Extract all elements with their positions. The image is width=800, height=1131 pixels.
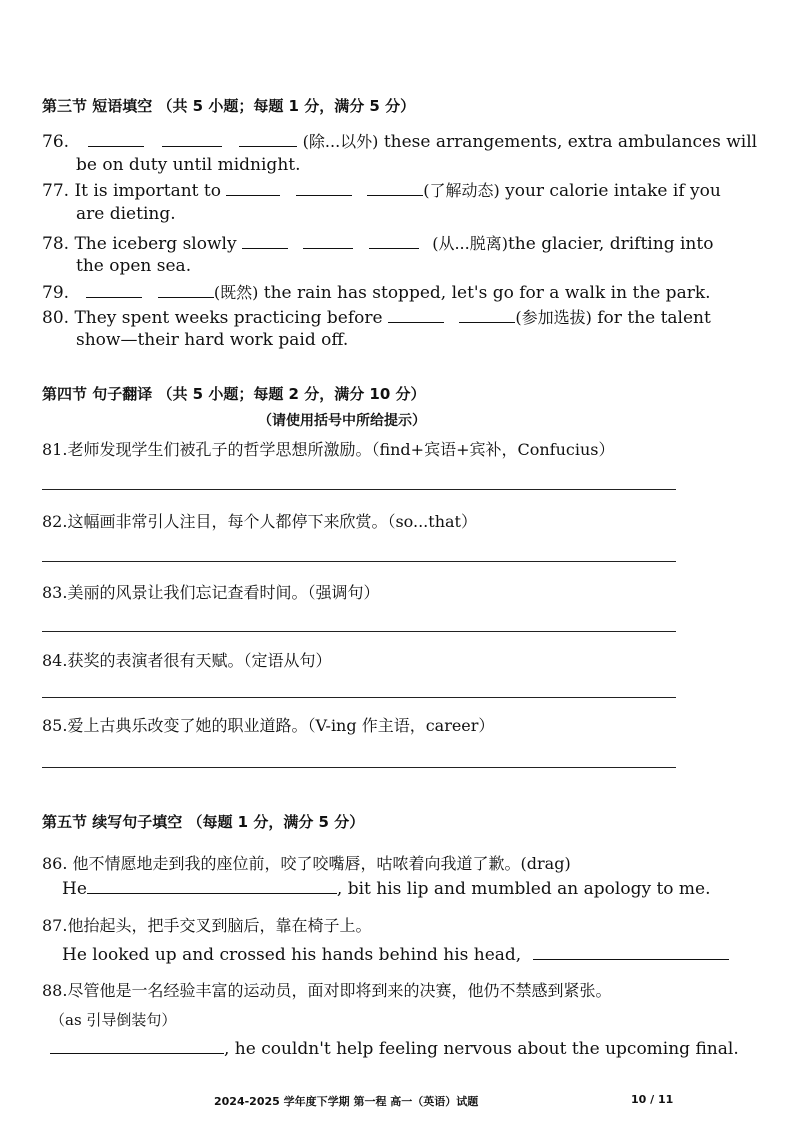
q88-hint: （as 引导倒装句） [50,1011,177,1029]
section5-header: 第五节 续写句子填空 （每题 1 分，满分 5 分） [42,813,365,831]
answer-line-81[interactable] [42,489,676,490]
question-79 [42,280,711,303]
section4-header: 第四节 句子翻译 （共 5 小题；每题 2 分，满分 10 分） [42,385,426,403]
question-76 [42,129,757,152]
q80-pre: They spent weeks practicing before [74,308,388,328]
question-86: 86. 他不情愿地走到我的座位前，咬了咬嘴唇，咕哝着向我道了歉。(drag) [42,854,571,873]
q77-hint: (了解动态) [423,181,500,200]
q76-blank-3[interactable] [239,132,297,147]
question-84: 84.获奖的表演者很有天赋。（定语从句） [42,651,332,670]
q80-continuation: show—their hard work paid off. [76,330,349,350]
q87-english-line [62,945,729,965]
q78-hint: (从...脱离) [432,234,508,253]
q86-blank[interactable] [87,879,337,894]
question-80 [42,305,711,328]
answer-line-84[interactable] [42,697,676,698]
q80-blank-2[interactable] [459,308,515,323]
q77-text: your calorie intake if you [499,181,721,201]
answer-line-83[interactable] [42,631,676,632]
q78-text: the glacier, drifting into [507,234,714,254]
q76-blank-1[interactable] [88,132,144,147]
section4-subheader: （请使用括号中所给提示） [258,413,426,429]
q87-text: He looked up and crossed his hands behind his head, [62,945,527,965]
q80-text: for the talent [591,308,711,328]
q86-post: , bit his lip and mumbled an apology to me. [336,879,711,899]
q78-pre: The iceberg slowly [74,234,242,254]
q88-blank[interactable] [50,1039,224,1054]
q76-hint: (除...以外) [302,132,379,151]
question-87: 87.他抬起头，把手交叉到脑后，靠在椅子上。 [42,916,372,935]
q88-post: , he couldn't help feeling nervous about the upcoming final. [224,1039,739,1059]
q76-blank-2[interactable] [162,132,222,147]
q87-blank[interactable] [533,945,729,960]
footer-title: 2024-2025 学年度下学期 第一程 高一（英语）试题 [214,1095,479,1108]
q77-number: 77. [42,181,70,201]
q77-continuation: are dieting. [76,204,176,224]
page-number: 10 / 11 [631,1093,674,1106]
q78-continuation: the open sea. [76,256,192,276]
q80-hint: (参加选拔) [515,308,592,327]
q79-blank-1[interactable] [86,283,142,298]
q86-pre: He [62,879,87,899]
answer-line-82[interactable] [42,561,676,562]
q79-text: the rain has stopped, let's go for a walk in the park. [258,283,711,303]
question-82: 82.这幅画非常引人注目，每个人都停下来欣赏。（so...that） [42,512,477,531]
question-83: 83.美丽的风景让我们忘记查看时间。（强调句） [42,583,380,602]
q78-blank-2[interactable] [303,234,353,249]
q78-number: 78. [42,234,70,254]
q80-blank-1[interactable] [388,308,444,323]
question-77 [42,178,721,201]
q77-pre: It is important to [74,181,227,201]
q79-blank-2[interactable] [158,283,214,298]
q79-hint: (既然) [213,283,259,302]
q86-english-line [62,879,711,899]
q80-number: 80. [42,308,70,328]
section3-header: 第三节 短语填空 （共 5 小题；每题 1 分，满分 5 分） [42,97,416,115]
q76-continuation: be on duty until midnight. [76,155,301,175]
q77-blank-3[interactable] [367,181,423,196]
question-85: 85.爱上古典乐改变了她的职业道路。（V-ing 作主语，career） [42,716,495,735]
q78-blank-1[interactable] [242,234,288,249]
q79-number: 79. [42,283,70,303]
question-81: 81.老师发现学生们被孔子的哲学思想所激励。（find+宾语+宾补，Confucius） [42,440,615,459]
q88-english-line [50,1039,739,1059]
q76-text: these arrangements, extra ambulances will [378,132,758,152]
q77-blank-2[interactable] [296,181,352,196]
answer-line-85[interactable] [42,767,676,768]
question-88: 88.尽管他是一名经验丰富的运动员，面对即将到来的决赛，他仍不禁感到紧张。 [42,981,612,1000]
q76-number: 76. [42,132,70,152]
q78-blank-3[interactable] [369,234,419,249]
question-78 [42,231,713,254]
q77-blank-1[interactable] [226,181,280,196]
